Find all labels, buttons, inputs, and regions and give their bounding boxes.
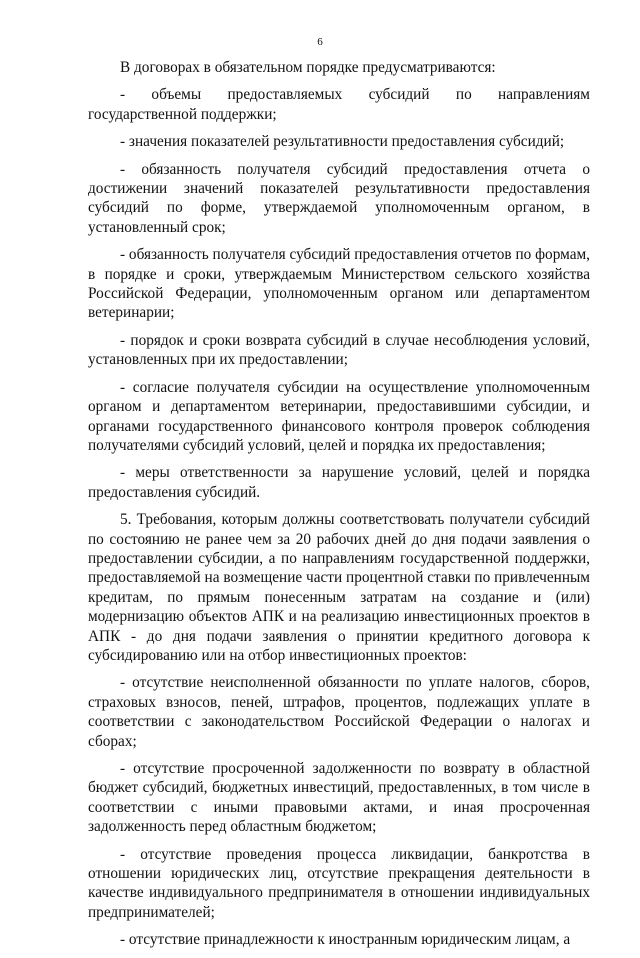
paragraph-section-5: 5. Требования, которым должны соответствовать получатели субсидий по состоянию не ранее чем за 20 рабочих дней до дня подачи заявления о предоставлении субсидии, а по направлениям государственной поддержки, предоставляемой на возмещение части процентной ставки по привлеченным кредитам, по прямым понесенным затратам на создание и (или) модернизацию объектов АПК и на реализацию инвестиционных проектов в АПК - до дня подачи заявления о принятии кредитного договора к субсидированию или на отбор инвестиционных проектов:: [88, 511, 590, 664]
paragraph-item: - обязанность получателя субсидий предоставления отчетов по формам, в порядке и сроки, утверждаемым Министерством сельского хозяйства Российской Федерации, уполномоченным органом или департаментом ветеринарии;: [88, 246, 590, 322]
paragraph-item: - обязанность получателя субсидий предоставления отчета о достижении значений показателей результативности предоставления субсидий по форме, утверждаемой уполномоченным органом, в установленный срок;: [88, 160, 590, 236]
paragraph-item: - меры ответственности за нарушение условий, целей и порядка предоставления субсидий.: [88, 464, 590, 501]
paragraph-item: - отсутствие принадлежности к иностранным юридическим лицам, а: [120, 931, 571, 949]
paragraph-item: - объемы предоставляемых субсидий по направлениям государственной поддержки;: [88, 86, 590, 123]
paragraph-intro: В договорах в обязательном порядке предусматриваются:: [120, 59, 496, 76]
paragraph-item: - отсутствие просроченной задолженности по возврату в областной бюджет субсидий, бюджетных инвестиций, предоставленных, в том числе в соответствии с иными правовыми актами, и иная просроченная задолженность перед областным бюджетом;: [88, 760, 590, 836]
paragraph-item: - отсутствие неисполненной обязанности по уплате налогов, сборов, страховых взносов, пеней, штрафов, процентов, подлежащих уплате в соответствии с законодательством Российской Федерации о налогах и сборах;: [88, 674, 590, 750]
paragraph-item: - значения показателей результативности предоставления субсидий;: [120, 133, 565, 151]
paragraph-item: - порядок и сроки возврата субсидий в случае несоблюдения условий, установленных при их предоставлении;: [88, 331, 590, 369]
paragraph-item: - согласие получателя субсидии на осуществление уполномоченным органом и департаментом ветеринарии, предоставившими субсидии, и органами государственного финансового контроля проверок соблюдения получателями субсидий условий, целей и порядка их предоставления;: [88, 378, 590, 454]
page-number: 6: [317, 36, 323, 48]
paragraph-item: - отсутствие проведения процесса ликвидации, банкротства в отношении юридических лиц, отсутствие прекращения деятельности в качестве индивидуального предпринимателя в отношении индивидуальных предпринимателей;: [88, 845, 590, 921]
document-body: [88, 58, 590, 958]
